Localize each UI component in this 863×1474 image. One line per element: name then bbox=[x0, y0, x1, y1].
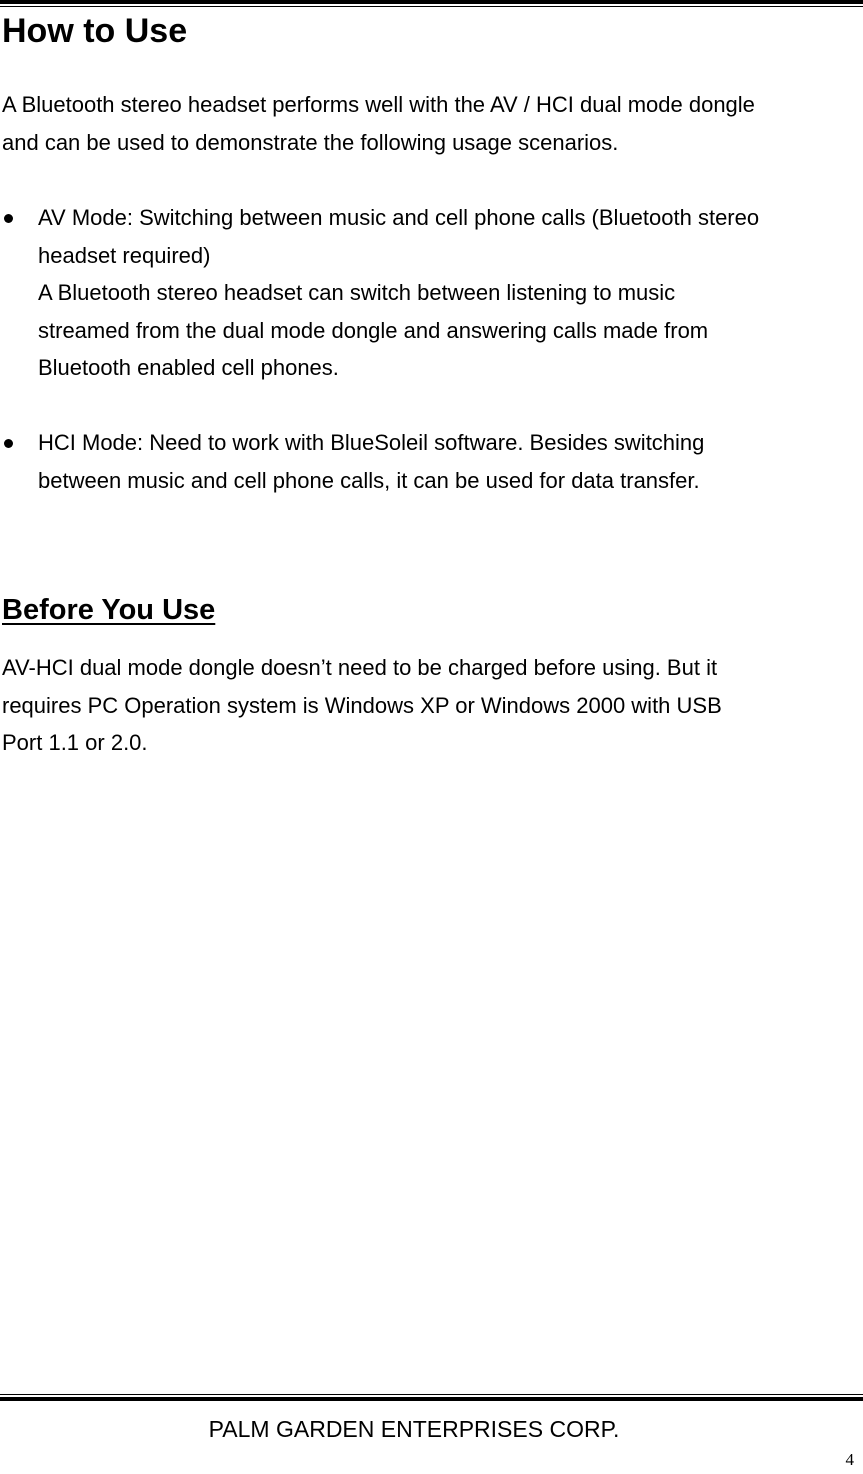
bullet-line: between music and cell phone calls, it can be used for data transfer. bbox=[38, 467, 700, 493]
bullet-line: headset required) bbox=[38, 242, 211, 268]
body-line: Port 1.1 or 2.0. bbox=[2, 730, 148, 755]
bullet-text bbox=[38, 199, 759, 387]
before-you-use-paragraph bbox=[2, 649, 860, 762]
bullet-text bbox=[38, 424, 704, 499]
intro-line: A Bluetooth stereo headset performs well with the AV / HCI dual mode dongle bbox=[2, 92, 755, 117]
footer-company-name: PALM GARDEN ENTERPRISES CORP. bbox=[208, 1416, 620, 1442]
body-line: requires PC Operation system is Windows XP or Windows 2000 with USB bbox=[2, 692, 722, 718]
bullet-line: AV Mode: Switching between music and cell phone calls (Bluetooth stereo bbox=[38, 205, 760, 230]
page-number: 4 bbox=[845, 1450, 854, 1469]
intro-paragraph bbox=[2, 86, 860, 161]
before-you-use-heading: Before You Use bbox=[2, 594, 216, 626]
intro-line: and can be used to demonstrate the following usage scenarios. bbox=[2, 129, 619, 155]
how-to-use-heading: How to Use bbox=[2, 12, 188, 50]
footer-rule-thick bbox=[0, 1397, 863, 1401]
bullet-line: HCI Mode: Need to work with BlueSoleil software. Besides switching bbox=[38, 430, 705, 455]
bullet-line: A Bluetooth stereo headset can switch between listening to music bbox=[38, 280, 676, 305]
footer-rule bbox=[0, 1394, 863, 1402]
bullet-line: Bluetooth enabled cell phones. bbox=[38, 355, 339, 380]
top-rule-thin bbox=[0, 6, 863, 7]
bullet-line: streamed from the dual mode dongle and answering calls made from bbox=[38, 317, 709, 343]
top-rule-thick bbox=[0, 0, 863, 4]
body-line: AV-HCI dual mode dongle doesn’t need to be charged before using. But it bbox=[2, 655, 718, 680]
top-rule bbox=[0, 0, 863, 6]
footer-rule-thin bbox=[0, 1394, 863, 1395]
bullet-dot-icon bbox=[4, 214, 13, 223]
bullet-dot-icon bbox=[4, 439, 13, 448]
